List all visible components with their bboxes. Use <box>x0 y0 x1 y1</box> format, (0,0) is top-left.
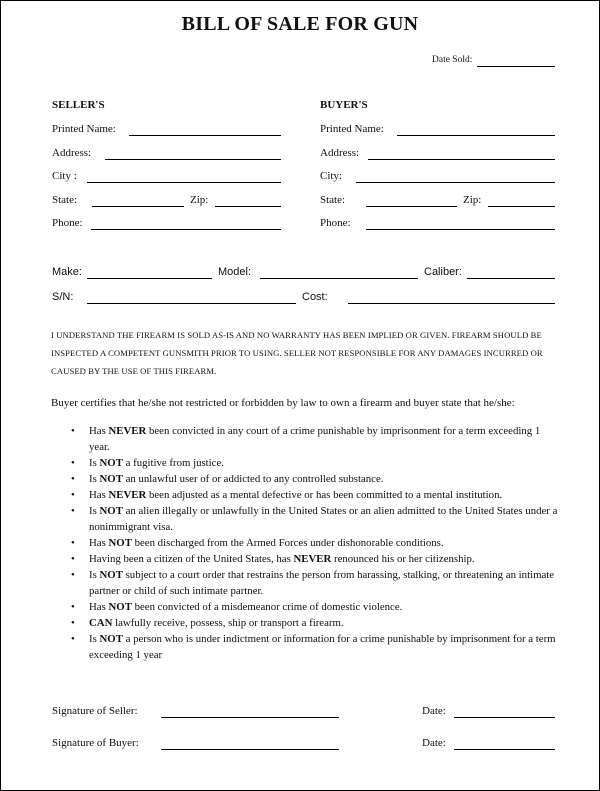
caliber-field[interactable] <box>467 266 555 279</box>
buyer-date-label: Date: <box>422 737 446 749</box>
certification-item-emphasis: CAN <box>89 617 113 629</box>
seller-signature-label: Signature of Seller: <box>52 705 138 717</box>
bullet-icon: • <box>71 633 75 645</box>
buyer-zip-label: Zip: <box>463 194 482 206</box>
bullet-icon: • <box>71 553 75 565</box>
certification-item <box>71 487 561 503</box>
seller-phone-label: Phone: <box>52 217 83 229</box>
certification-item-emphasis: NOT <box>99 473 123 485</box>
seller-printed-name-field[interactable] <box>129 123 281 136</box>
cost-field[interactable] <box>348 291 555 304</box>
certification-item-emphasis: NEVER <box>293 553 332 565</box>
seller-zip-label: Zip: <box>190 194 209 206</box>
certification-item-text: an alien illegally or unlawfully in the United States or an alien admitted to the United States under a nonimmigrant visa. <box>89 505 558 533</box>
certification-item <box>71 567 561 599</box>
certification-intro: Buyer certifies that he/she not restricted or forbidden by law to own a firearm and buyer state that he/she: <box>51 397 515 409</box>
seller-heading: SELLER'S <box>52 99 105 111</box>
caliber-label: Caliber: <box>424 266 462 278</box>
date-sold-field[interactable] <box>477 54 555 67</box>
buyer-heading: BUYER'S <box>320 99 368 111</box>
certification-item <box>71 471 561 487</box>
certification-item-text: Has <box>89 537 109 549</box>
seller-zip-field[interactable] <box>215 194 281 207</box>
certification-list <box>71 423 561 663</box>
buyer-phone-field[interactable] <box>366 217 555 230</box>
bullet-icon: • <box>71 473 75 485</box>
bullet-icon: • <box>71 425 75 437</box>
seller-address-label: Address: <box>52 147 92 159</box>
certification-item-text: Has <box>89 489 109 501</box>
seller-state-field[interactable] <box>92 194 184 207</box>
bullet-icon: • <box>71 457 75 469</box>
buyer-address-field[interactable] <box>368 147 555 160</box>
certification-item-text: subject to a court order that restrains the person from harassing, stalking, or threatening an intimate partner or child of such intimate partner. <box>89 569 555 597</box>
certification-item-text: Has <box>89 425 109 437</box>
certification-item-emphasis: NOT <box>108 537 132 549</box>
seller-printed-name-label: Printed Name: <box>52 123 116 135</box>
buyer-printed-name-label: Printed Name: <box>320 123 384 135</box>
certification-item <box>71 503 561 535</box>
bullet-icon: • <box>71 617 75 629</box>
certification-item-text: a fugitive from justice. <box>122 457 224 469</box>
certification-item-text: Having been a citizen of the United States, has <box>89 553 294 565</box>
serial-number-field[interactable] <box>87 291 296 304</box>
certification-item <box>71 535 561 551</box>
certification-item <box>71 423 561 455</box>
certification-item-emphasis: NOT <box>99 569 123 581</box>
certification-item-text: been convicted of a misdemeanor crime of domestic violence. <box>131 601 403 613</box>
certification-item <box>71 551 561 567</box>
buyer-state-label: State: <box>320 194 346 206</box>
make-field[interactable] <box>87 266 212 279</box>
certification-item-text: an unlawful user of or addicted to any controlled substance. <box>122 473 384 485</box>
certification-item-text: Is <box>89 505 100 517</box>
warranty-disclaimer: I UNDERSTAND THE FIREARM IS SOLD AS-IS AND NO WARRANTY HAS BEEN IMPLIED OR GIVEN. FIREARM SHOULD BE INSPECTED A COMPETENT GUNSMITH PRIOR TO USING. SELLER NOT RESPONSIBLE FOR ANY DAMAGES INCURRED OR CAUSED BY THE USE OF THIS FIREARM. <box>51 330 543 376</box>
certification-item-emphasis: NOT <box>108 601 132 613</box>
bullet-icon: • <box>71 489 75 501</box>
bullet-icon: • <box>71 601 75 613</box>
certification-item-text: been convicted in any court of a crime punishable by imprisonment for a term exceeding 1 year. <box>89 425 541 453</box>
certification-item-text: Is <box>89 473 100 485</box>
seller-signature-field[interactable] <box>161 705 339 718</box>
buyer-date-field[interactable] <box>454 737 555 750</box>
certification-item-emphasis: NOT <box>99 505 123 517</box>
seller-date-field[interactable] <box>454 705 555 718</box>
seller-city-field[interactable] <box>87 170 281 183</box>
seller-address-field[interactable] <box>105 147 281 160</box>
seller-phone-field[interactable] <box>91 217 281 230</box>
certification-item-text: Is <box>89 569 100 581</box>
document-title: BILL OF SALE FOR GUN <box>181 13 419 35</box>
certification-item-text: been discharged from the Armed Forces under dishonorable conditions. <box>131 537 444 549</box>
certification-item <box>71 599 561 615</box>
bullet-icon: • <box>71 569 75 581</box>
bullet-icon: • <box>71 537 75 549</box>
cost-label: Cost: <box>302 291 328 303</box>
buyer-signature-label: Signature of Buyer: <box>52 737 139 749</box>
date-sold-label: Date Sold: <box>432 55 473 65</box>
certification-item-text: renounced his or her citizenship. <box>331 553 475 565</box>
certification-item-text: Has <box>89 601 109 613</box>
bullet-icon: • <box>71 505 75 517</box>
certification-item-text: lawfully receive, possess, ship or transport a firearm. <box>112 617 344 629</box>
certification-item-emphasis: NEVER <box>108 425 147 437</box>
certification-item-emphasis: NOT <box>99 457 123 469</box>
certification-item-emphasis: NEVER <box>108 489 147 501</box>
buyer-zip-field[interactable] <box>488 194 555 207</box>
certification-item-text: a person who is under indictment or information for a crime punishable by imprisonment for a term exceeding 1 year <box>89 633 556 661</box>
model-label: Model: <box>218 266 252 278</box>
certification-item-emphasis: NOT <box>99 633 123 645</box>
make-label: Make: <box>52 266 82 278</box>
buyer-address-label: Address: <box>320 147 360 159</box>
certification-item-text: Is <box>89 457 100 469</box>
certification-item-text: Is <box>89 633 100 645</box>
seller-city-label: City : <box>52 170 77 182</box>
serial-number-label: S/N: <box>52 291 74 303</box>
certification-item <box>71 631 561 663</box>
buyer-city-field[interactable] <box>356 170 555 183</box>
seller-date-label: Date: <box>422 705 446 717</box>
buyer-state-field[interactable] <box>366 194 457 207</box>
certification-item-text: been adjusted as a mental defective or has been committed to a mental institution. <box>146 489 503 501</box>
buyer-signature-field[interactable] <box>161 737 339 750</box>
certification-item <box>71 615 561 631</box>
buyer-city-label: City: <box>320 170 343 182</box>
seller-state-label: State: <box>52 194 78 206</box>
certification-item <box>71 455 561 471</box>
model-field[interactable] <box>260 266 418 279</box>
buyer-printed-name-field[interactable] <box>397 123 555 136</box>
buyer-phone-label: Phone: <box>320 217 351 229</box>
